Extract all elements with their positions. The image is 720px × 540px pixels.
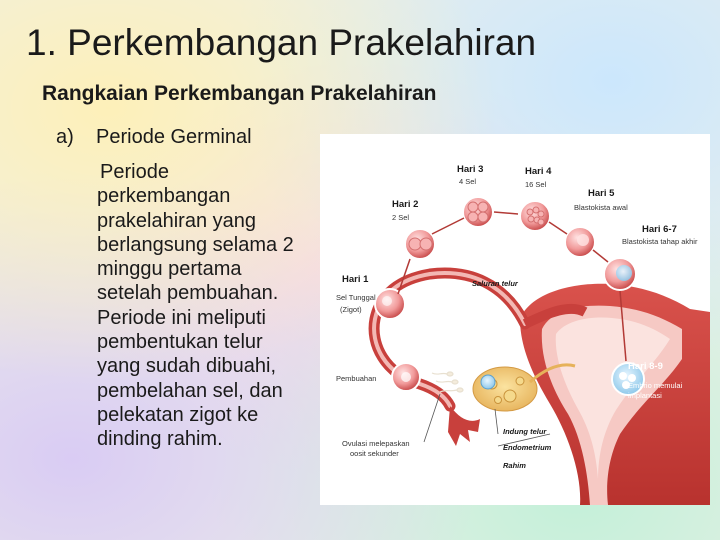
endometrium-label: Endometrium xyxy=(503,443,552,452)
hari2-sub: 2 Sel xyxy=(392,213,410,222)
cell-hari6-7 xyxy=(604,258,636,290)
hari8-9-label: Hari 8-9 xyxy=(628,361,663,372)
cell-hari2 xyxy=(405,229,435,259)
hari8-9-sub1: Embrio memulai xyxy=(628,381,683,390)
cell-fertilization xyxy=(392,363,420,391)
cell-hari1-zygote xyxy=(375,289,405,319)
rahim-label: Rahim xyxy=(503,461,526,470)
cell-hari4 xyxy=(520,201,550,231)
ovulasi-line1: Ovulasi melepaskan xyxy=(342,439,410,448)
cell-hari3 xyxy=(463,197,493,227)
list-item-body: Periode perkembangan prakelahiran yang berlangsung selama 2 minggu pertama setelah pembuahan. Periode ini meliputi pembentukan telur yang sudah dibuahi, pembelahan sel, dan pelekatan zigot ke dinding rahim. xyxy=(97,161,294,451)
hari4-sub: 16 Sel xyxy=(525,180,547,189)
pembuahan-label: Pembuahan xyxy=(336,374,377,383)
oocyte xyxy=(481,375,495,389)
ovulasi-line2: oosit sekunder xyxy=(350,449,399,458)
hari6-7-label: Hari 6-7 xyxy=(642,224,677,235)
saluran-telur-label: Saluran telur xyxy=(472,279,518,288)
hari3-sub: 4 Sel xyxy=(459,177,477,186)
hari8-9-sub2: implantasi xyxy=(628,391,662,400)
hari1-label: Hari 1 xyxy=(342,274,369,285)
hari6-7-sub: Blastokista tahap akhir xyxy=(622,237,698,246)
hari3-label: Hari 3 xyxy=(457,164,484,175)
hari1-sub2: (Zigot) xyxy=(340,305,362,314)
hari4-label: Hari 4 xyxy=(525,166,552,177)
hari2-label: Hari 2 xyxy=(392,199,419,210)
indung-telur-label: Indung telur xyxy=(503,427,547,436)
hari1-sub1: Sel Tunggal xyxy=(336,293,376,302)
list-marker: a) xyxy=(56,126,74,148)
list-item-heading: Periode Germinal xyxy=(96,126,252,148)
slide-title: 1. Perkembangan Prakelahiran xyxy=(26,22,537,63)
slide-subtitle: Rangkaian Perkembangan Prakelahiran xyxy=(42,82,437,105)
cell-hari5 xyxy=(565,227,595,257)
hari5-sub: Blastokista awal xyxy=(574,203,628,212)
hari5-label: Hari 5 xyxy=(588,188,615,199)
uterus-illustration xyxy=(320,134,710,505)
germinal-period-diagram xyxy=(320,134,710,505)
